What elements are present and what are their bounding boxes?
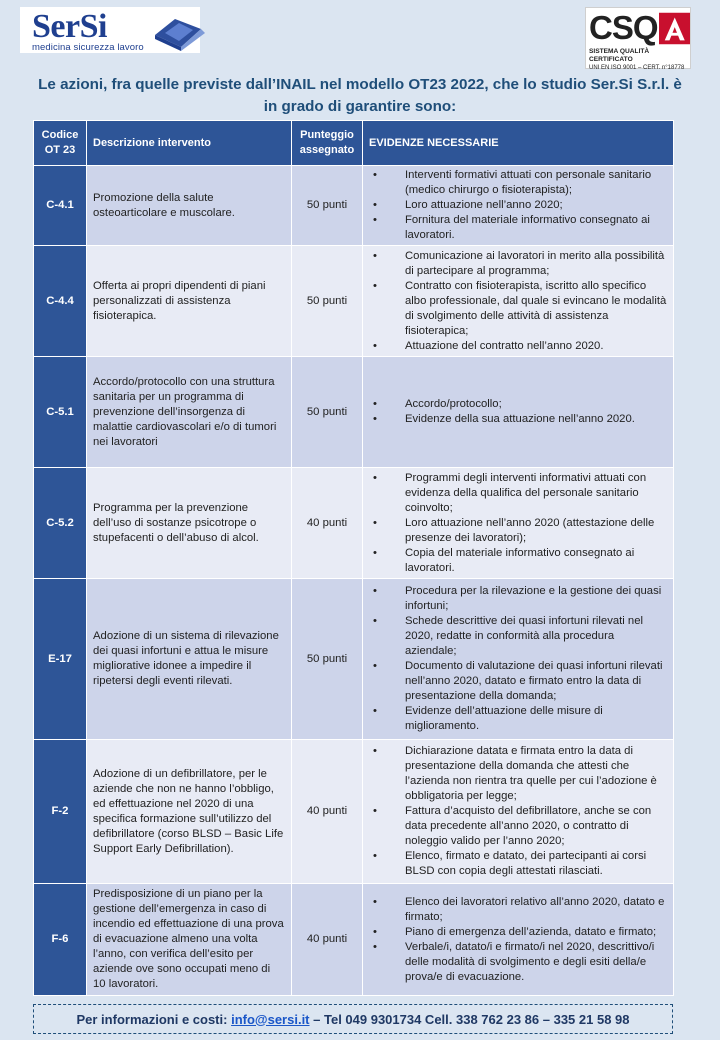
sersi-logo xyxy=(20,7,200,53)
row-description: Adozione di un defibrillatore, per le aziende che non ne hanno l’obbligo, ed effettuazione nel 2020 di una specifica formazione sull’utilizzo del defibrillatore (corso BLSD – Basic Life Support Early Defibrillation). xyxy=(87,740,292,884)
email-link[interactable]: info@sersi.it xyxy=(231,1011,310,1027)
page-headline: Le azioni, fra quelle previste dall’INAIL nel modello OT23 2022, che lo studio Ser.Si S.r.l. è in grado di garantire sono: xyxy=(38,76,682,115)
evidence-item: • Comunicazione ai lavoratori in merito alla possibilità di partecipare al programma; xyxy=(369,249,667,279)
row-description: Promozione della salute osteoarticolare e muscolare. xyxy=(87,166,292,246)
csq-a-icon xyxy=(659,12,690,45)
footer-prefix: Per informazioni e costi: xyxy=(76,1011,228,1027)
row-description: Predisposizione di un piano per la gestione dell’emergenza in caso di incendio ed effettuazione di una prova di evacuazione almeno una volta l’anno, con verifica dell’esito per aziende ove sono occupati meno di 10 lavoratori. xyxy=(87,884,292,996)
csq-logo-line1: SISTEMA QUALITÀ CERTIFICATO xyxy=(589,48,650,63)
row-evidence xyxy=(363,884,674,996)
table-row xyxy=(34,246,674,357)
row-evidence xyxy=(363,468,674,579)
evidence-item: • Schede descrittive dei quasi infortuni rilevati nel 2020, redatte in conformità alla procedura aziendale; xyxy=(369,614,667,659)
sersi-logo-name: SerSi xyxy=(32,8,107,45)
evidence-item: • Piano di emergenza dell’azienda, datato e firmato; xyxy=(369,925,667,940)
header-code: Codice OT 23 xyxy=(34,121,87,166)
table-row xyxy=(34,740,674,884)
table-row xyxy=(34,579,674,740)
row-code: C-4.1 xyxy=(34,166,87,246)
table-row xyxy=(34,166,674,246)
evidence-item: • Evidenze dell’attuazione delle misure di miglioramento. xyxy=(369,704,667,734)
evidence-item: • Documento di valutazione dei quasi infortuni rilevati nell’anno 2020, datato e firmato entro la data di presentazione della domanda; xyxy=(369,659,667,704)
evidence-item: • Fornitura del materiale informativo consegnato ai lavoratori. xyxy=(369,213,667,243)
row-evidence xyxy=(363,166,674,246)
evidence-item: • Copia del materiale informativo consegnato ai lavoratori. xyxy=(369,546,667,576)
table-row xyxy=(34,884,674,996)
header-points: Punteggio assegnato xyxy=(292,121,363,166)
row-evidence xyxy=(363,357,674,468)
evidence-item: • Programmi degli interventi informativi attuati con evidenza della qualifica del personale sanitario coinvolto; xyxy=(369,471,667,516)
row-points: 40 punti xyxy=(292,884,363,996)
evidence-item: • Accordo/protocollo; xyxy=(369,397,667,412)
evidence-item: • Elenco, firmato e datato, dei partecipanti ai corsi BLSD con copia degli attestati rilasciati. xyxy=(369,849,667,879)
row-code: F-2 xyxy=(34,740,87,884)
row-points: 40 punti xyxy=(292,740,363,884)
row-points: 50 punti xyxy=(292,166,363,246)
evidence-item: • Elenco dei lavoratori relativo all’anno 2020, datato e firmato; xyxy=(369,895,667,925)
ot23-actions-table xyxy=(33,120,674,996)
csq-logo-line2: UNI EN ISO 9001 – CERT. n°18778 xyxy=(589,65,685,71)
row-description: Offerta ai propri dipendenti di piani personalizzati di assistenza fisioterapica. xyxy=(87,246,292,357)
contact-footer xyxy=(33,1004,673,1034)
row-points: 50 punti xyxy=(292,246,363,357)
row-points: 40 punti xyxy=(292,468,363,579)
row-description: Adozione di un sistema di rilevazione dei quasi infortuni e attua le misure migliorative idonee a impedire il ripetersi degli eventi rilevati. xyxy=(87,579,292,740)
evidence-item: • Contratto con fisioterapista, iscritto allo specifico albo professionale, dal quale si evincano le modalità di svolgimento delle attività di assistenza fisioterapica; xyxy=(369,279,667,339)
row-evidence xyxy=(363,579,674,740)
evidence-item: • Fattura d’acquisto del defibrillatore, anche se con data precedente all’anno 2020, o contratto di noleggio valido per l’anno 2020; xyxy=(369,804,667,849)
evidence-item: • Dichiarazione datata e firmata entro la data di presentazione della domanda che attesti che l’azienda non rientra tra quelle per cui l’adozione è obbligatoria per legge; xyxy=(369,744,667,804)
row-points: 50 punti xyxy=(292,579,363,740)
header-description: Descrizione intervento xyxy=(87,121,292,166)
footer-contacts: – Tel 049 9301734 Cell. 338 762 23 86 – 335 21 58 98 xyxy=(313,1011,630,1027)
table-row xyxy=(34,357,674,468)
csq-logo-name: CSQ xyxy=(589,9,658,46)
evidence-item: • Procedura per la rilevazione e la gestione dei quasi infortuni; xyxy=(369,584,667,614)
row-description: Accordo/protocollo con una struttura sanitaria per un programma di prevenzione dell’insorgenza di malattie cardiovascolari e/o di tumori nei lavoratori xyxy=(87,357,292,468)
sersi-logo-tagline: medicina sicurezza lavoro xyxy=(32,42,144,53)
header-evidence: EVIDENZE NECESSARIE xyxy=(363,121,674,166)
table-header-row xyxy=(34,121,674,166)
evidence-item: • Evidenze della sua attuazione nell’anno 2020. xyxy=(369,412,667,427)
table-row xyxy=(34,468,674,579)
evidence-item: • Verbale/i, datato/i e firmato/i nel 2020, descrittivo/i delle modalità di svolgimento e degli esiti della/e prova/e di evacuazione. xyxy=(369,940,667,985)
row-code: C-4.4 xyxy=(34,246,87,357)
evidence-item: • Loro attuazione nell’anno 2020; xyxy=(369,198,667,213)
csq-certification-logo xyxy=(585,7,691,69)
row-evidence xyxy=(363,246,674,357)
row-code: F-6 xyxy=(34,884,87,996)
row-description: Programma per la prevenzione dell’uso di sostanze psicotrope o stupefacenti o dell’abuso di alcol. xyxy=(87,468,292,579)
row-code: C-5.1 xyxy=(34,357,87,468)
sersi-logo-cube-icon xyxy=(151,13,209,51)
row-evidence xyxy=(363,740,674,884)
evidence-item: • Attuazione del contratto nell’anno 2020. xyxy=(369,339,667,354)
evidence-item: • Loro attuazione nell’anno 2020 (attestazione delle presenze dei lavoratori); xyxy=(369,516,667,546)
row-points: 50 punti xyxy=(292,357,363,468)
row-code: C-5.2 xyxy=(34,468,87,579)
evidence-item: • Interventi formativi attuati con personale sanitario (medico chirurgo o fisioterapista); xyxy=(369,168,667,198)
row-code: E-17 xyxy=(34,579,87,740)
